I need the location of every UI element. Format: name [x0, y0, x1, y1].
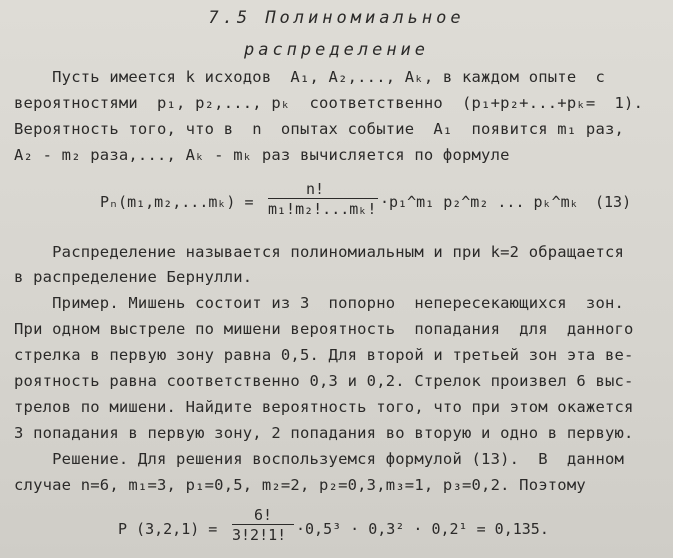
formula13-rhs: ·p₁^m₁ p₂^m₂ ... pₖ^mₖ: [380, 193, 579, 211]
section-title-line2: распределение: [243, 40, 430, 60]
result-rhs: ·0,5³ · 0,3² · 0,2¹ = 0,135.: [296, 520, 549, 538]
example-line4: роятность равна соответственно 0,3 и 0,2. Стрелок произвел 6 выс-: [14, 372, 634, 390]
paragraph1-line1: Пусть имеется k исходов A₁, A₂,..., Aₖ, в каждом опыте с: [14, 68, 605, 86]
result-fraction-bar: [232, 524, 294, 525]
solution-line2: случае n=6, m₁=3, p₁=0,5, m₂=2, p₂=0,3,m₃=1, p₃=0,2. Поэтому: [14, 476, 586, 494]
example-line1: Пример. Мишень состоит из 3 попорно непересекающихся зон.: [14, 294, 625, 312]
formula13-fraction-bar: [268, 198, 378, 199]
formula13-numerator: n!: [306, 180, 325, 198]
formula13-denominator: m₁!m₂!...mₖ!: [268, 200, 377, 218]
paragraph1-line3: Вероятность того, что в n опытах событие A₁ появится m₁ раз,: [14, 120, 625, 138]
paragraph1-line2: вероятностями p₁, p₂,..., pₖ соответственно (p₁+p₂+...+pₖ= 1).: [14, 94, 644, 112]
formula13-number: (13): [595, 193, 632, 211]
result-numerator: 6!: [254, 506, 273, 524]
example-line3: стрелка в первую зону равна 0,5. Для второй и третьей зон эта ве-: [14, 346, 634, 364]
solution-line1: Решение. Для решения воспользуемся формулой (13). В данном: [14, 450, 625, 468]
example-line6: 3 попадания в первую зону, 2 попадания во вторую и одно в первую.: [14, 424, 634, 442]
section-title-line1: 7.5 Полиномиальное: [208, 8, 465, 28]
example-line5: трелов по мишени. Найдите вероятность того, что при этом окажется: [14, 398, 634, 416]
formula13-lhs: Pₙ(m₁,m₂,...mₖ) =: [100, 193, 254, 211]
paragraph1-line4: A₂ - m₂ раза,..., Aₖ - mₖ раз вычисляется по формуле: [14, 146, 510, 164]
example-line2: При одном выстреле по мишени вероятность попадания для данного: [14, 320, 634, 338]
paragraph2-line2: в распределение Бернулли.: [14, 268, 253, 286]
result-denominator: 3!2!1!: [232, 526, 287, 544]
result-lhs: P (3,2,1) =: [118, 520, 218, 538]
paragraph2-line1: Распределение называется полиномиальным и при k=2 обращается: [14, 243, 625, 261]
